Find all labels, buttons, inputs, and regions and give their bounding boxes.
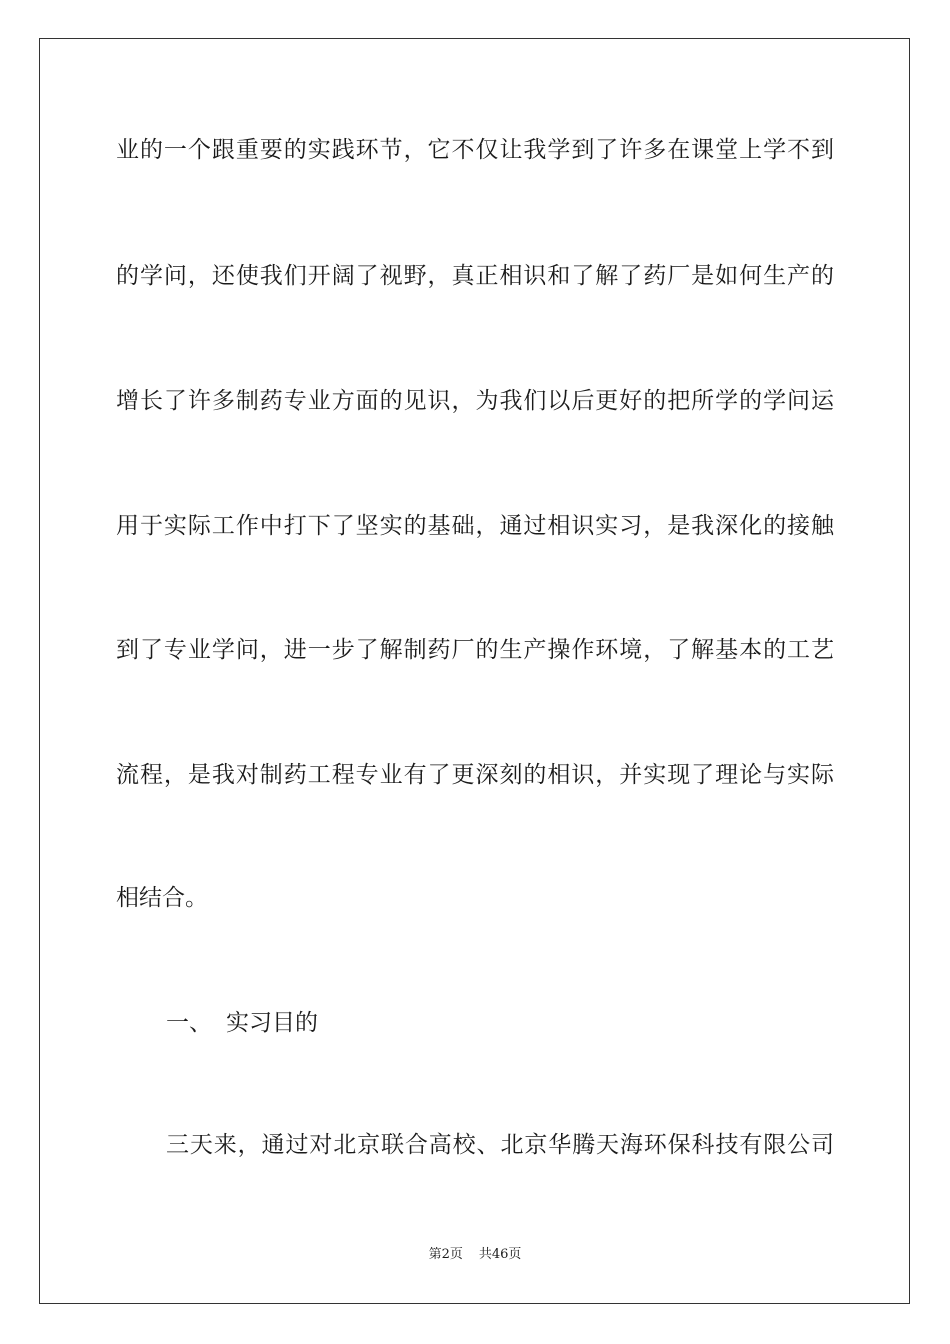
paragraph-line: 增长了许多制药专业方面的见识，为我们以后更好的把所学的学问运 [116, 388, 834, 414]
section-number: 一、 [166, 1010, 212, 1036]
page-total: 共46页 [478, 1247, 522, 1262]
paragraph-line: 的学问，还使我们开阔了视野，真正相识和了解了药厂是如何生产的 [116, 263, 834, 289]
paragraph-line: 到了专业学问，进一步了解制药厂的生产操作环境，了解基本的工艺 [116, 637, 834, 663]
paragraph-line: 流程，是我对制药工程专业有了更深刻的相识，并实现了理论与实际 [116, 762, 834, 788]
page-number: 第2页 [428, 1247, 463, 1262]
page-footer [0, 1246, 950, 1264]
section-title: 实习目的 [226, 1010, 318, 1036]
paragraph-line: 用于实际工作中打下了坚实的基础，通过相识实习，是我深化的接触 [116, 513, 834, 539]
paragraph-line: 相结合。 [116, 885, 208, 911]
paragraph-line: 三天来，通过对北京联合高校、北京华腾天海环保科技有限公司 [166, 1132, 834, 1158]
paragraph-line: 业的一个跟重要的实践环节，它不仅让我学到了许多在课堂上学不到 [116, 137, 834, 163]
page-border [39, 38, 910, 1304]
section-heading [166, 1008, 318, 1038]
